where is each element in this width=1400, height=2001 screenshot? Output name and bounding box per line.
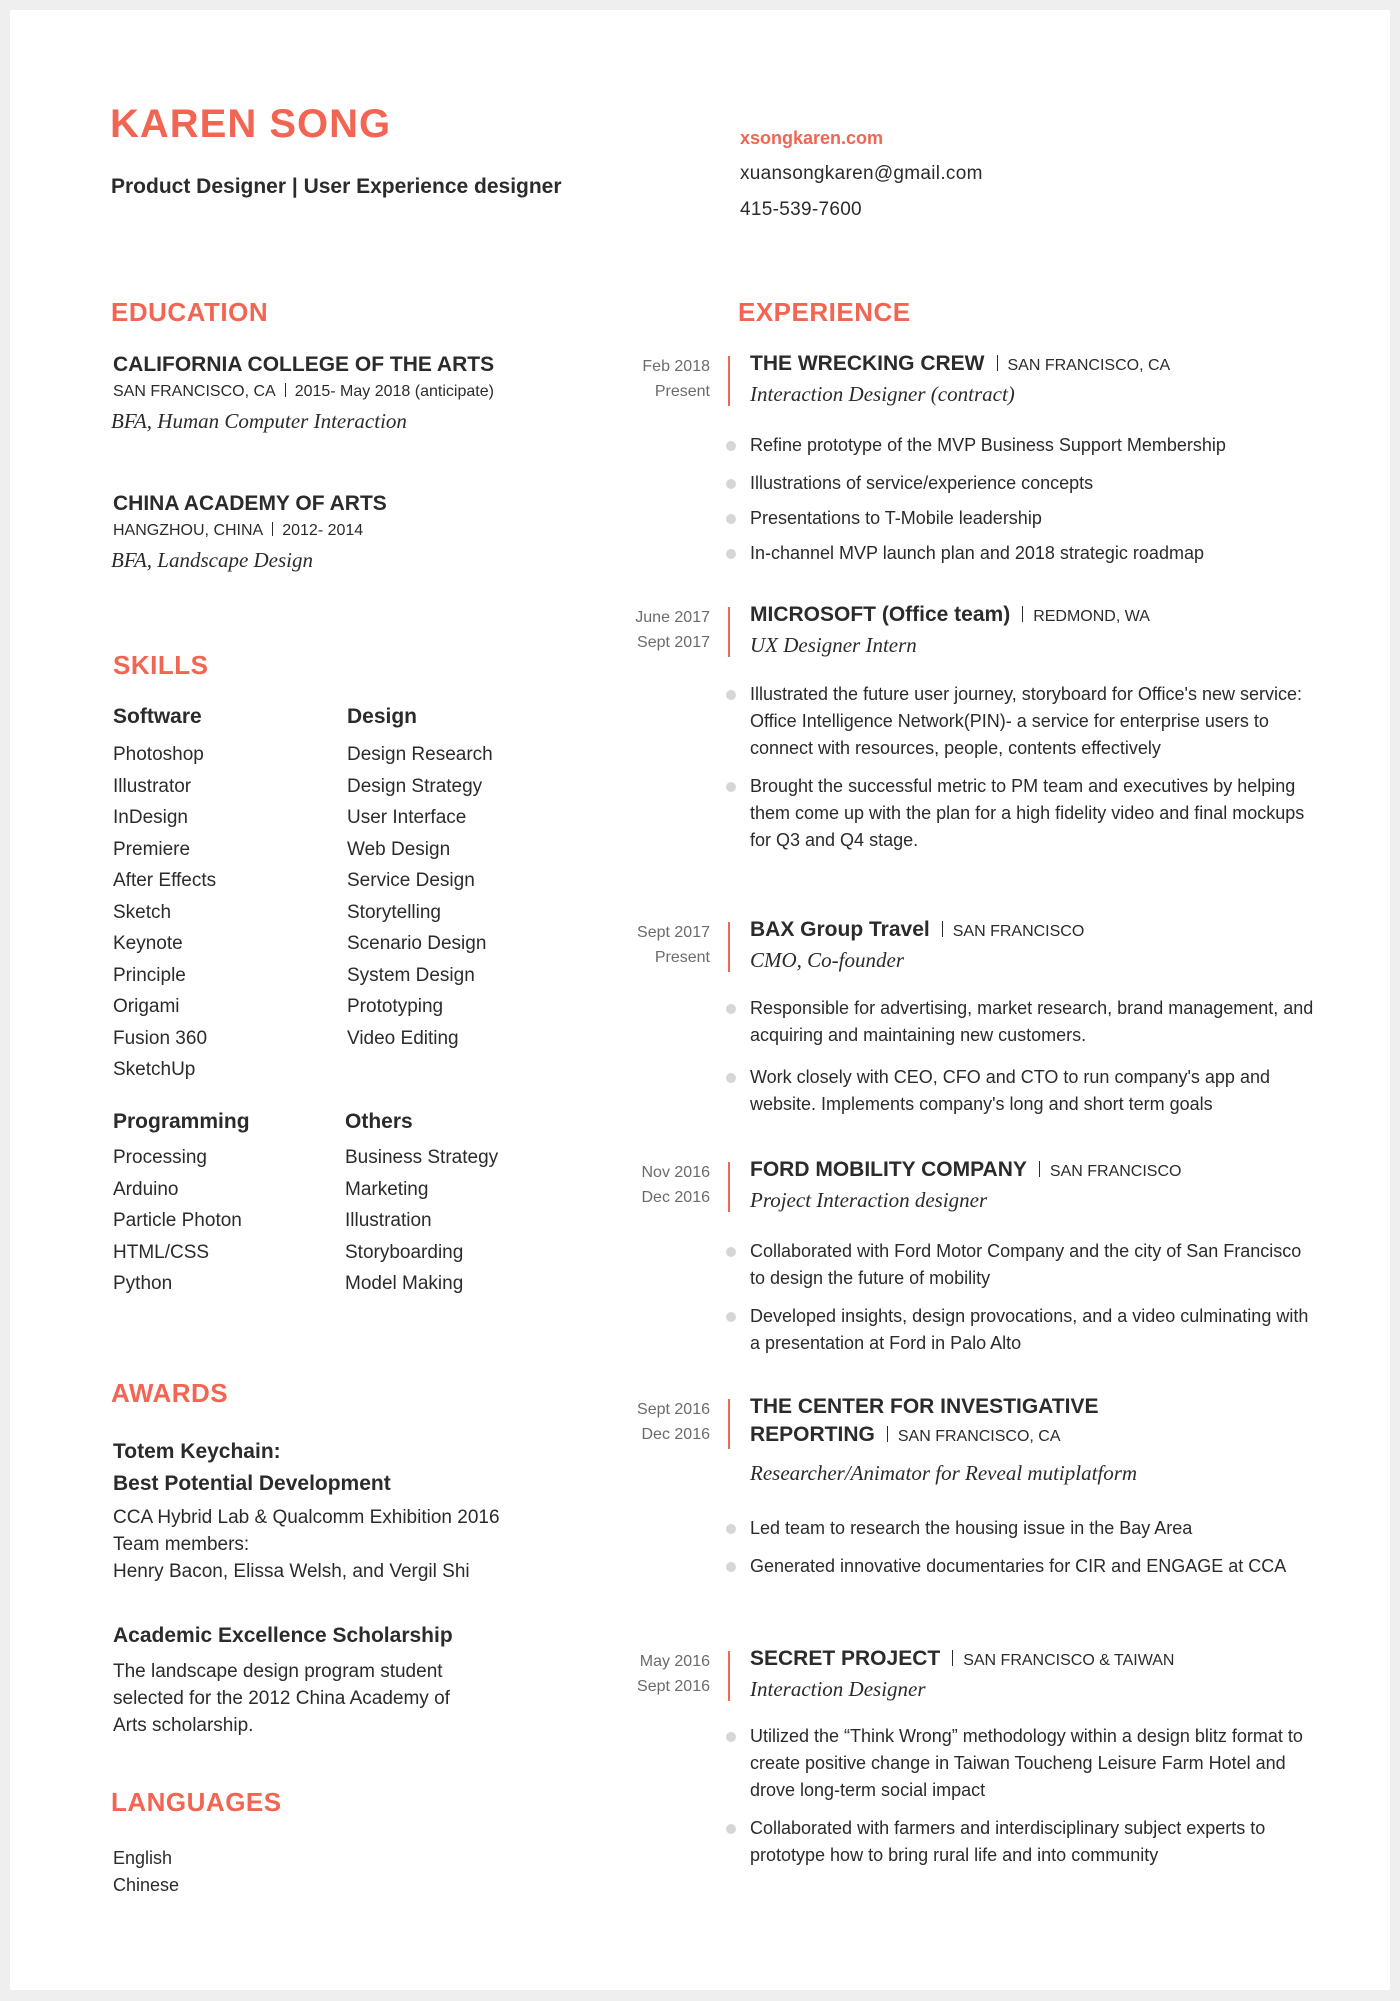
bullet-dot-icon <box>726 441 736 451</box>
timeline-bar <box>728 356 730 406</box>
school-meta <box>113 383 494 401</box>
candidate-name: KAREN SONG <box>110 102 392 146</box>
skill-item: Prototyping <box>347 996 444 1017</box>
bullet-item: Work closely with CEO, CFO and CTO to run company's app and website. Implements company's long and short term goals <box>726 1064 1316 1118</box>
company-location: SAN FRANCISCO & TAIWAN <box>963 1652 1175 1669</box>
job-dates <box>610 1649 710 1699</box>
school-name: CALIFORNIA COLLEGE OF THE ARTS <box>113 353 495 376</box>
job-start-date: Sept 2016 <box>637 1401 710 1418</box>
award-line: The landscape design program student <box>113 1661 443 1682</box>
skill-group-software <box>113 705 216 1086</box>
skill-item: Sketch <box>113 901 172 923</box>
bullet-dot-icon <box>726 1732 736 1742</box>
skill-item: Design Research <box>347 744 493 765</box>
job-role: Interaction Designer <box>750 1677 926 1701</box>
skill-item: Python <box>113 1273 173 1294</box>
bullet-item: Collaborated with farmers and interdisciplinary subject experts to prototype how to bring rural life and into community <box>726 1815 1316 1869</box>
skill-item: Principle <box>113 964 186 986</box>
skill-item: System Design <box>347 964 475 986</box>
skill-item: Storytelling <box>347 901 441 923</box>
skill-item: Photoshop <box>113 744 204 765</box>
bullet-item: In-channel MVP launch plan and 2018 strategic roadmap <box>726 540 1316 567</box>
skills-heading: SKILLS <box>113 650 209 680</box>
school-meta <box>113 522 387 540</box>
bullet-dot-icon <box>726 549 736 559</box>
languages-list <box>113 1845 179 1899</box>
job-end-date: Sept 2017 <box>637 634 710 651</box>
job-dates <box>610 1160 710 1210</box>
bullet-dot-icon <box>726 1562 736 1572</box>
bullet-dot-icon <box>726 782 736 792</box>
skill-list <box>345 1142 498 1300</box>
job-bullets <box>726 1238 1316 1368</box>
school-degree: BFA, Human Computer Interaction <box>111 409 407 433</box>
education-entry <box>113 353 494 434</box>
award-description <box>113 1658 453 1739</box>
skill-item: User Interface <box>347 807 467 828</box>
school-degree: BFA, Landscape Design <box>111 548 314 572</box>
separator <box>942 921 943 937</box>
job-bullets <box>726 432 1316 578</box>
bullet-item: Brought the successful metric to PM team and executives by helping them come up with the plan for a high fidelity video and final mockups for Q3 and Q4 stage. <box>726 773 1316 854</box>
award-line: Henry Bacon, Elissa Welsh, and Vergil Shi <box>113 1561 470 1582</box>
bullet-dot-icon <box>726 690 736 700</box>
job-end-date: Present <box>654 383 710 400</box>
award-title: Academic Excellence Scholarship <box>113 1624 453 1647</box>
candidate-tagline: Product Designer | User Experience designer <box>111 175 562 198</box>
skill-item: Scenario Design <box>347 933 487 954</box>
separator <box>952 1650 953 1666</box>
job-role: CMO, Co-founder <box>750 948 904 972</box>
job-end-date: Dec 2016 <box>641 1426 710 1443</box>
skill-item: Service Design <box>347 870 475 891</box>
job-start-date: June 2017 <box>635 609 710 626</box>
award-line: Arts scholarship. <box>113 1715 254 1736</box>
company-name: SECRET PROJECT <box>750 1647 941 1670</box>
bullet-item: Collaborated with Ford Motor Company and the city of San Francisco to design the future of mobility <box>726 1238 1316 1292</box>
job-role: UX Designer Intern <box>750 633 917 657</box>
skill-item: Keynote <box>113 933 183 954</box>
website-link[interactable]: xsongkaren.com <box>740 128 884 148</box>
job-dates <box>610 920 710 970</box>
skill-group-others <box>345 1110 498 1300</box>
skill-item: Processing <box>113 1147 207 1168</box>
phone-number: 415-539-7600 <box>740 199 862 220</box>
company-name: FORD MOBILITY COMPANY <box>750 1158 1027 1181</box>
job-end-date: Dec 2016 <box>641 1189 710 1206</box>
skill-item: Origami <box>113 996 180 1017</box>
skill-group-programming <box>113 1110 250 1300</box>
skill-item: Fusion 360 <box>113 1027 208 1049</box>
job-dates <box>610 1397 710 1447</box>
job-bullets <box>726 1723 1316 1880</box>
bullet-item: Generated innovative documentaries for CIR and ENGAGE at CCA <box>726 1553 1316 1580</box>
skill-item: Illustration <box>345 1210 432 1231</box>
award-entry <box>113 1620 453 1739</box>
bullet-item: Illustrated the future user journey, storyboard for Office's new service: Office Intelligence Network(PIN)- a service for enterprise users to connect with resources, people, contents effectively <box>726 681 1316 762</box>
skill-group-design <box>347 705 493 1054</box>
resume-sheet <box>10 10 1390 1990</box>
skill-item: Design Strategy <box>347 775 483 797</box>
bullet-item: Presentations to T-Mobile leadership <box>726 505 1316 532</box>
separator <box>887 1426 888 1442</box>
skill-item: HTML/CSS <box>113 1241 210 1263</box>
skill-item: After Effects <box>113 870 217 891</box>
bullet-dot-icon <box>726 1004 736 1014</box>
job-bullets <box>726 995 1316 1129</box>
company-name: REPORTING <box>750 1423 875 1446</box>
education-entry <box>113 492 387 573</box>
skill-item: Video Editing <box>347 1027 459 1049</box>
skill-group-heading: Others <box>345 1110 413 1133</box>
job-header <box>750 1395 1310 1486</box>
language-item: Chinese <box>113 1875 180 1895</box>
language-item: English <box>113 1848 173 1868</box>
job-bullets <box>726 681 1316 865</box>
skill-list <box>113 739 216 1086</box>
skill-item: SketchUp <box>113 1059 196 1080</box>
award-line: selected for the 2012 China Academy of <box>113 1688 450 1709</box>
bullet-dot-icon <box>726 1312 736 1322</box>
award-title: Totem Keychain: <box>113 1440 281 1463</box>
job-start-date: Nov 2016 <box>641 1164 710 1181</box>
school-years: 2015- May 2018 (anticipate) <box>294 383 494 400</box>
award-description <box>113 1504 500 1585</box>
skill-list <box>347 739 493 1054</box>
skill-item: Premiere <box>113 838 191 860</box>
job-end-date: Sept 2016 <box>637 1678 710 1695</box>
job-header <box>750 352 1310 407</box>
company-name: THE CENTER FOR INVESTIGATIVE <box>750 1395 1099 1418</box>
skill-group-heading: Design <box>347 705 418 728</box>
timeline-bar <box>728 922 730 972</box>
school-location: HANGZHOU, CHINA <box>113 522 264 539</box>
separator <box>1022 606 1023 622</box>
school-years: 2012- 2014 <box>282 522 364 539</box>
bullet-item: Utilized the “Think Wrong” methodology within a design blitz format to create positive change in Taiwan Toucheng Leisure Farm Hotel and drove long-term social impact <box>726 1723 1316 1804</box>
job-start-date: Sept 2017 <box>637 924 710 941</box>
job-role: Researcher/Animator for Reveal mutiplatform <box>750 1461 1138 1485</box>
skill-item: InDesign <box>113 807 188 828</box>
email-link[interactable]: xuansongkaren@gmail.com <box>740 163 983 184</box>
skill-item: Storyboarding <box>345 1241 464 1263</box>
job-end-date: Present <box>654 949 710 966</box>
job-start-date: May 2016 <box>639 1653 710 1670</box>
bullet-dot-icon <box>726 1524 736 1534</box>
bullet-item: Developed insights, design provocations, and a video culminating with a presentation at Ford in Palo Alto <box>726 1303 1316 1357</box>
company-name: THE WRECKING CREW <box>750 352 985 375</box>
skill-item: Web Design <box>347 838 451 860</box>
bullet-dot-icon <box>726 1247 736 1257</box>
separator <box>285 383 286 397</box>
job-dates <box>610 354 710 404</box>
job-dates <box>610 605 710 655</box>
skill-item: Particle Photon <box>113 1210 242 1231</box>
education-heading: EDUCATION <box>111 297 269 327</box>
company-location: SAN FRANCISCO <box>952 923 1085 940</box>
skill-item: Model Making <box>345 1273 464 1294</box>
bullet-item: Responsible for advertising, market research, brand management, and acquiring and maintaining new customers. <box>726 995 1316 1049</box>
job-role: Interaction Designer (contract) <box>750 382 1015 406</box>
bullet-dot-icon <box>726 1824 736 1834</box>
bullet-dot-icon <box>726 479 736 489</box>
skill-item: Illustrator <box>113 775 192 797</box>
bullet-item: Illustrations of service/experience concepts <box>726 470 1316 497</box>
skill-group-heading: Programming <box>113 1110 250 1133</box>
awards-heading: AWARDS <box>111 1378 229 1408</box>
timeline-bar <box>728 1399 730 1449</box>
award-title: Best Potential Development <box>113 1472 391 1495</box>
company-location: SAN FRANCISCO, CA <box>1007 357 1171 374</box>
company-name: BAX Group Travel <box>750 918 930 941</box>
job-role: Project Interaction designer <box>750 1188 988 1212</box>
bullet-item: Refine prototype of the MVP Business Support Membership <box>726 432 1316 459</box>
job-bullets <box>726 1515 1316 1591</box>
skill-item: Arduino <box>113 1178 179 1200</box>
job-header <box>750 918 1310 973</box>
company-location: SAN FRANCISCO, CA <box>897 1428 1061 1445</box>
separator <box>272 522 273 536</box>
skill-item: Marketing <box>345 1178 429 1200</box>
job-start-date: Feb 2018 <box>642 358 710 375</box>
school-location: SAN FRANCISCO, CA <box>113 383 276 400</box>
company-location: SAN FRANCISCO <box>1049 1163 1182 1180</box>
skill-group-heading: Software <box>113 705 202 728</box>
separator <box>997 355 998 371</box>
separator <box>1039 1161 1040 1177</box>
skill-list <box>113 1142 250 1300</box>
experience-heading: EXPERIENCE <box>738 297 911 327</box>
job-header <box>750 1647 1310 1702</box>
timeline-bar <box>728 1651 730 1701</box>
award-line: Team members: <box>113 1534 250 1555</box>
job-header <box>750 1158 1310 1213</box>
languages-heading: LANGUAGES <box>111 1787 282 1817</box>
timeline-bar <box>728 607 730 657</box>
award-line: CCA Hybrid Lab & Qualcomm Exhibition 2016 <box>113 1507 500 1528</box>
bullet-dot-icon <box>726 1073 736 1083</box>
timeline-bar <box>728 1162 730 1212</box>
company-location: REDMOND, WA <box>1033 608 1150 625</box>
company-name: MICROSOFT (Office team) <box>750 603 1011 626</box>
award-entry <box>113 1436 500 1585</box>
skill-item: Business Strategy <box>345 1147 499 1168</box>
bullet-item: Led team to research the housing issue in the Bay Area <box>726 1515 1316 1542</box>
job-header <box>750 603 1310 658</box>
school-name: CHINA ACADEMY OF ARTS <box>113 492 387 515</box>
bullet-dot-icon <box>726 514 736 524</box>
